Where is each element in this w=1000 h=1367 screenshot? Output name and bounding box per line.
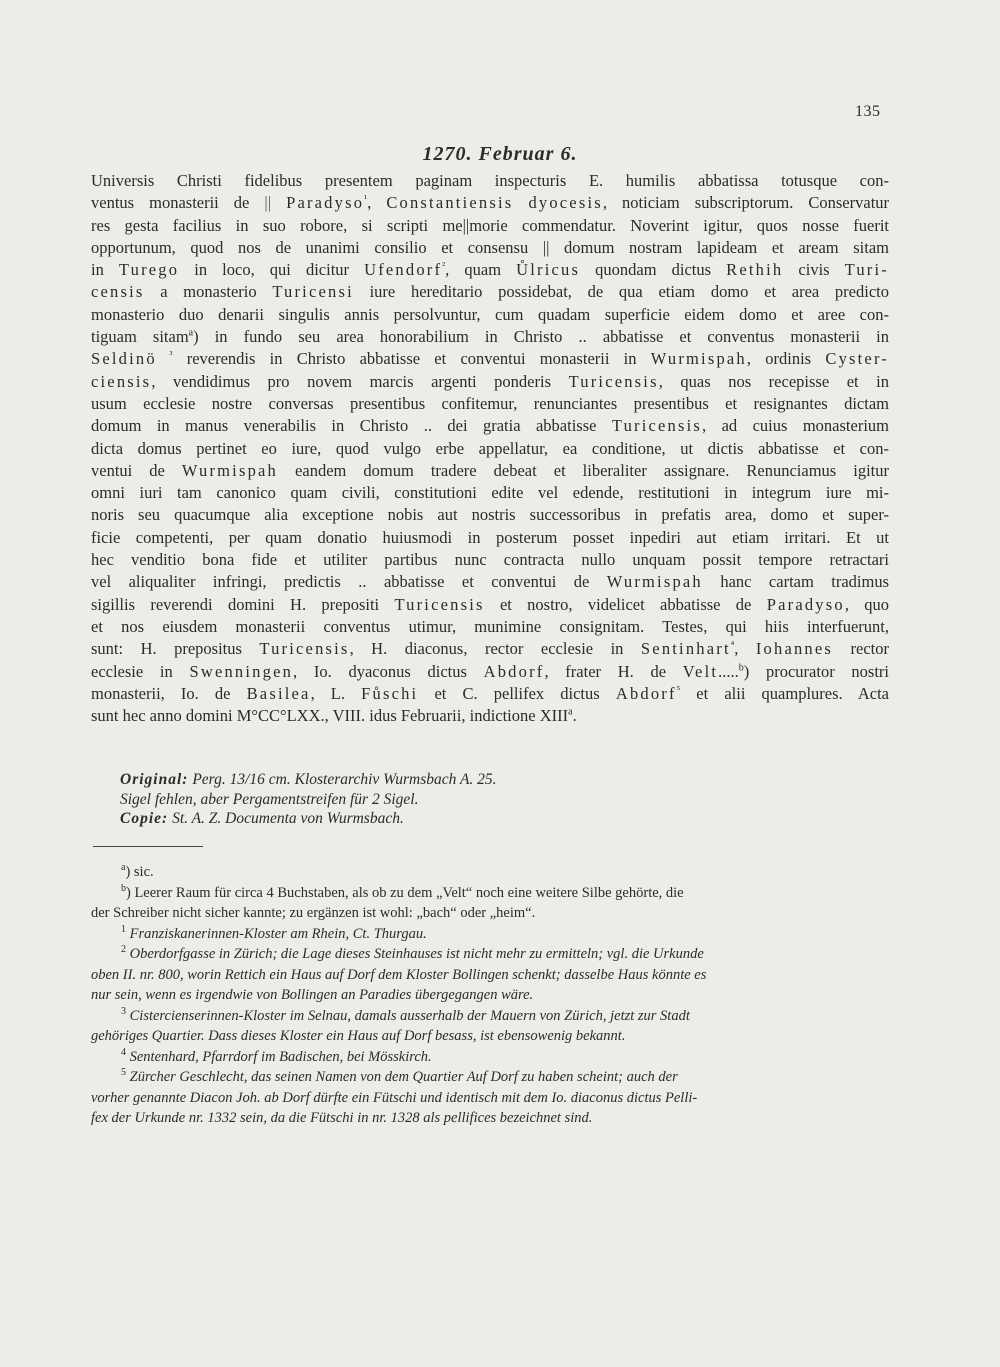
body-line [91, 705, 889, 727]
footnote-divider [93, 846, 203, 847]
text-segment: Universis Christi fidelibus presentem paginam inspecturis E. humilis abbatissa totusque con- [91, 171, 889, 190]
footnote [91, 1006, 889, 1047]
source-original-label: Original: [120, 771, 189, 788]
text-segment: monasterio duo denarii singulis annis persolvuntur, cum quadam superficie eidem domo et aree con- [91, 304, 889, 324]
footnote-mark: 2 [121, 944, 126, 956]
source-original-text: Perg. 13/16 cm. Klosterarchiv Wurmsbach A. 25. [192, 771, 497, 788]
text-segment: et alii quamplures. Acta [680, 683, 889, 703]
body-line [91, 170, 889, 192]
footnote-line [91, 1047, 889, 1068]
text-segment: noris seu quacumque alia exceptione nobis aut nostris successoribus in prefatis area, domo et super- [91, 505, 889, 525]
text-segment: ventus monasterii de [91, 193, 265, 213]
proper-name: Turicensis [611, 416, 703, 436]
text-segment: ecclesie in [91, 661, 190, 681]
footnote-mark: b [121, 882, 126, 894]
proper-name: Turicensis [394, 594, 485, 614]
footnote-line [91, 883, 889, 904]
proper-name: Velt [682, 661, 719, 681]
body-line [91, 594, 889, 616]
body-line [91, 348, 889, 370]
footnote-text: gehöriges Quartier. Dass dieses Kloster ein Haus auf Dorf besass, ist ebensowenig bekannt. [91, 1028, 626, 1044]
text-segment: rector [833, 639, 889, 659]
footnote-mark: 4 [121, 1046, 126, 1058]
footnote-line [91, 944, 889, 965]
text-segment: , Io. dyaconus dictus [293, 661, 484, 681]
footnote-text: der Schreiber nicht sicher kannte; zu ergänzen ist wohl: „bach“ oder „heim“. [91, 905, 536, 921]
footnote-line [91, 1026, 889, 1047]
proper-name: Wurmispah [181, 460, 279, 480]
proper-name: Turicensi [272, 282, 354, 302]
body-line [91, 638, 889, 660]
footnote-line [91, 1006, 889, 1027]
text-segment: ) in fundo seu area honorabilium in Christo .. abbatisse et conventus monasterii in [193, 327, 889, 347]
footnote-text: vorher genannte Diacon Joh. ab Dorf dürfte ein Fütschi und identisch mit dem Io. diaconus dictus Pelli- [91, 1089, 698, 1106]
body-line [91, 281, 889, 303]
proper-name: Turicensis [259, 639, 350, 659]
body-line [91, 527, 889, 549]
proper-name: Abdorf [615, 683, 677, 703]
text-segment: ficie competenti, per quam donatio huiusmodi in posterum posset inpediri aut etiam irritari. Et ut [91, 527, 889, 547]
text-segment: , [734, 639, 756, 659]
footnote [91, 1067, 889, 1129]
footnote-text: nur sein, wenn es irgendwie von Bollingen an Paradies übergegangen wäre. [91, 987, 534, 1003]
footnote-line [91, 1108, 889, 1129]
text-segment: ..... [718, 661, 739, 681]
text-segment: reverendis in Christo abbatisse et conventui monasterii in [172, 349, 651, 369]
footnote-line [91, 862, 889, 883]
text-segment: dicta domus pertinet eo iure, quod vulgo erbe appellatur, ea conditione, ut dictis abbatisse et con- [91, 438, 889, 458]
text-segment: omni iuri tam canonico quam civili, constitutioni edite vel edende, restitutioni in integrum iure mi- [91, 483, 889, 503]
body-line [91, 482, 889, 504]
body-line [91, 259, 889, 281]
text-segment: , quo [844, 594, 889, 614]
text-segment: et nostro, videlicet abbatisse de [484, 594, 767, 614]
footnote-mark: 1 [121, 923, 126, 935]
footnote-text: ) Leerer Raum für circa 4 Buchstaben, als ob zu dem „Velt“ noch eine weitere Silbe gehörte, die [126, 884, 684, 901]
body-line [91, 616, 889, 638]
footnote [91, 944, 889, 1006]
proper-name: Turego [118, 260, 180, 280]
body-line [91, 571, 889, 593]
footnote-text: Zürcher Geschlecht, das seinen Namen von dem Quartier Auf Dorf zu haben scheint; auch der [126, 1069, 678, 1085]
text-segment: hanc cartam tradimus [702, 572, 889, 592]
body-line [91, 683, 889, 705]
proper-name: censis [91, 282, 145, 302]
footnote-line [91, 903, 889, 924]
body-line [91, 504, 889, 526]
body-line [91, 371, 889, 393]
text-segment: ) procurator nostri [743, 661, 889, 681]
text-segment: quondam dictus [580, 260, 727, 280]
footnote-mark: 5 [121, 1067, 126, 1079]
footnote-text: ) sic. [125, 864, 154, 880]
body-line [91, 215, 889, 237]
proper-name: Cyster- [825, 349, 889, 369]
text-segment: a monasterio [144, 282, 273, 302]
text-segment: , vendidimus pro novem marcis argenti ponderis [151, 371, 569, 391]
text-segment: . [572, 706, 577, 726]
footnote-text: Oberdorfgasse in Zürich; die Lage dieses Steinhauses ist nicht mehr zu ermitteln; vgl. die Urkunde [126, 946, 704, 962]
proper-name: Turicensis [568, 371, 659, 391]
body-line [91, 661, 889, 683]
source-seals: Sigel fehlen, aber Pergamentstreifen für 2 Sigel. [120, 790, 419, 808]
proper-name: Constantiensis [386, 193, 514, 213]
text-segment: vel aliqualiter infringi, predictis .. abbatisse et conventui de [91, 572, 607, 592]
text-segment: domum in manus venerabilis in Christo .. dei gratia abbatisse [91, 416, 612, 436]
footnote [91, 1047, 889, 1068]
page-number: 135 [855, 103, 881, 120]
text-segment: ventui de [91, 460, 182, 480]
text-segment: , H. diaconus, rector ecclesie in [349, 639, 641, 659]
text-segment: tiguam sitam [91, 327, 189, 347]
text-segment: in [91, 260, 119, 280]
proper-name: Iohannes [755, 639, 834, 659]
text-segment: , ad cuius monasterium [702, 416, 889, 436]
footnote-ref: ² [442, 260, 446, 272]
footnote-ref: ⁴ [730, 639, 735, 651]
body-line [91, 549, 889, 571]
body-line [91, 237, 889, 259]
footnote-ref: b [738, 662, 744, 674]
footnotes [91, 862, 889, 1129]
document-heading: 1270. Februar 6. [422, 143, 578, 165]
footnote-mark: a [121, 862, 126, 874]
source-copie-label: Copie: [120, 810, 169, 827]
source-copie [120, 809, 820, 829]
text-segment: sunt: H. prepositus [91, 639, 260, 659]
footnote [91, 924, 889, 945]
text-segment: res gesta facilius in suo robore, si scripti me||morie commendatur. Noverint igitur, quos nosse fuerit [91, 215, 889, 235]
footnote-ref: ³ [156, 349, 173, 361]
proper-name: Wurmispah [650, 349, 747, 369]
body-line [91, 326, 889, 348]
proper-name: Seldinö [91, 349, 157, 369]
text-segment: , quam [445, 260, 517, 280]
footnote-line [91, 1088, 889, 1109]
footnote-line [91, 1067, 889, 1088]
line-separator: || [264, 193, 272, 213]
body-line [91, 438, 889, 460]
proper-name: Ůlricus [516, 260, 581, 280]
charter-text [91, 170, 889, 727]
text-segment: sunt hec anno domini M°CC°LXX., VIII. idus Februarii, indictione XIII [91, 706, 569, 726]
text-segment: et nos eiusdem monasterii conventus utimur, munimine consignitam. Testes, qui hiis interfuerunt, [91, 616, 889, 636]
footnote-text: Franziskanerinnen-Kloster am Rhein, Ct. Thurgau. [126, 925, 427, 942]
proper-name: Paradyso [766, 594, 845, 614]
source-block [120, 770, 820, 829]
body-line [91, 192, 889, 214]
footnote-ref: ⁵ [676, 684, 681, 696]
proper-name: Paradyso [286, 193, 365, 213]
footnote-text: oben II. nr. 800, worin Rettich ein Haus auf Dorf dem Kloster Bollingen schenkt; dasselbe Haus könnte es [91, 966, 707, 983]
proper-name: Swenningen [189, 661, 294, 681]
body-line [91, 415, 889, 437]
footnote-ref: ¹ [364, 193, 368, 205]
text-segment: , [367, 193, 387, 213]
text-segment: , ordinis [746, 349, 826, 369]
text-segment: sigillis reverendi domini H. prepositi [91, 594, 395, 614]
proper-name: Abdorf [483, 661, 545, 681]
footnote-line [91, 985, 889, 1006]
text-segment: opportunum, quod nos de unanimi consilio et consensu || domum nostram lapideam et aream sitam [91, 237, 889, 257]
footnote-text: Cistercienserinnen-Kloster im Selnau, damals ausserhalb der Mauern von Zürich, jetzt zur Stadt [126, 1007, 690, 1024]
text-segment: in loco, qui dicitur [179, 260, 365, 280]
proper-name: Turi- [844, 260, 889, 280]
footnote [91, 883, 889, 924]
proper-name: ciensis [91, 371, 152, 391]
text-segment [271, 193, 286, 212]
footnote-ref: a [568, 706, 573, 718]
text-segment: et C. pellifex dictus [418, 683, 616, 703]
proper-name: Wurmispah [606, 572, 703, 592]
text-segment: eandem domum tradere debeat et liberaliter assignare. Renunciamus igitur [278, 460, 889, 480]
source-original [120, 770, 820, 790]
footnote [91, 862, 889, 883]
text-segment: civis [783, 260, 845, 280]
source-copie-text: St. A. Z. Documenta von Wurmsbach. [172, 810, 404, 827]
text-segment: , quas nos recepisse et in [658, 371, 889, 391]
footnote-line [91, 924, 889, 945]
proper-name: Ufendorf [364, 260, 443, 280]
text-segment: , frater H. de [544, 661, 683, 681]
footnote-line [91, 965, 889, 986]
text-segment [513, 193, 528, 212]
text-segment: monasterii, Io. de [91, 683, 247, 703]
proper-name: Rethih [726, 260, 784, 280]
body-line [91, 393, 889, 415]
proper-name: Basilea [246, 683, 311, 703]
proper-name: dyocesis [528, 193, 603, 213]
proper-name: Sentinhart [640, 639, 731, 659]
footnote-ref: a [188, 327, 194, 339]
text-segment: hec venditio bona fide et utiliter partibus nunc contracta nullo unquam possit tempore retractari [91, 550, 889, 570]
text-segment: iure hereditario possidebat, de qua etiam domo et area predicto [353, 282, 889, 302]
text-segment: usum ecclesie nostre conversas presentibus confitemur, renunciantes presentibus et resignantes dictam [91, 393, 889, 413]
text-segment: , noticiam subscriptorum. Conservatur [602, 193, 889, 213]
text-segment: , L. [310, 683, 362, 703]
footnote-mark: 3 [121, 1005, 126, 1017]
body-line [91, 460, 889, 482]
footnote-text: fex der Urkunde nr. 1332 sein, da die Fütschi in nr. 1328 als pellifices bezeichnet sind. [91, 1110, 593, 1126]
body-line [91, 304, 889, 326]
footnote-text: Sentenhard, Pfarrdorf im Badischen, bei Mösskirch. [126, 1048, 432, 1065]
proper-name: Fůschi [361, 683, 419, 703]
